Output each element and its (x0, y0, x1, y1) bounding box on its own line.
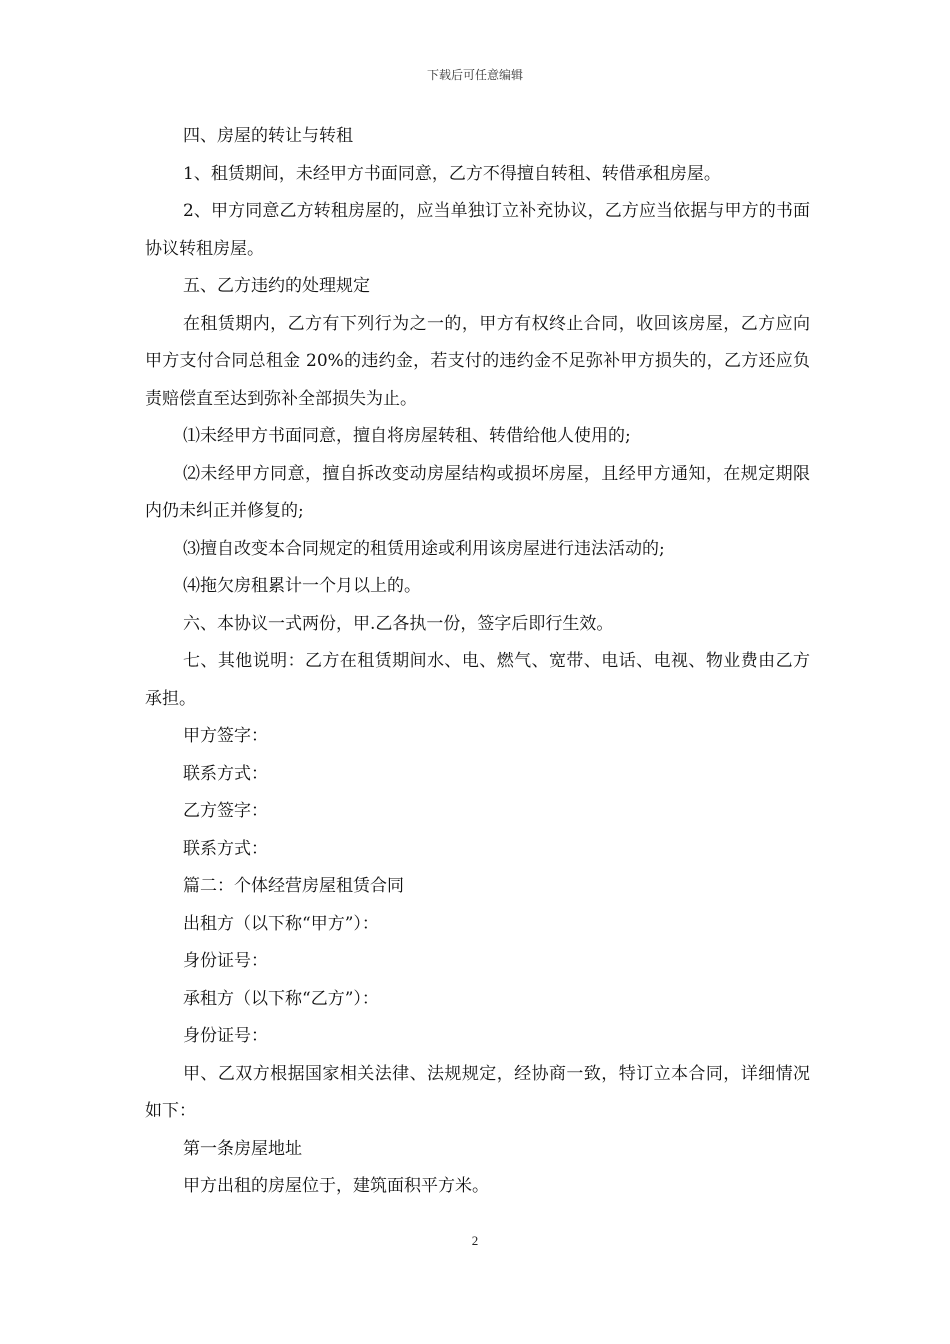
list-item: ⑷拖欠房租累计一个月以上的。 (183, 576, 421, 596)
document-title-part-two: 篇二：个体经营房屋租赁合同 (183, 876, 404, 896)
list-item: ⑶擅自改变本合同规定的租赁用途或利用该房屋进行违法活动的; (183, 538, 665, 559)
section-heading-copies: 六、本协议一式两份，甲.乙各执一份，签字后即行生效。 (183, 613, 614, 634)
lessor-line: 出租方（以下称“甲方”）： (183, 913, 379, 934)
document-body (145, 118, 810, 1206)
preamble-paragraph: 甲、乙双方根据国家相关法律、法规规定，经协商一致，特订立本合同，详细情况如下： (145, 1063, 810, 1121)
section-heading-breach: 五、乙方违约的处理规定 (183, 276, 370, 296)
contact-line-party-a: 联系方式： (183, 763, 268, 784)
address-paragraph: 甲方出租的房屋位于，建筑面积平方米。 (183, 1176, 489, 1196)
list-item: ⑴未经甲方书面同意，擅自将房屋转租、转借给他人使用的; (183, 426, 631, 446)
signature-line-party-a: 甲方签字： (183, 726, 268, 746)
clause-paragraph: 在租赁期内，乙方有下列行为之一的，甲方有权终止合同，收回该房屋，乙方应向甲方支付合同总租金 20%的违约金，若支付的违约金不足弥补甲方损失的，乙方还应负责赔偿直至达到弥补全部损失为止。 (145, 313, 810, 409)
lessor-id-line: 身份证号： (183, 951, 268, 971)
lessee-line: 承租方（以下称“乙方”）： (183, 988, 379, 1009)
clause-paragraph: 1、租赁期间，未经甲方书面同意，乙方不得擅自转租、转借承租房屋。 (183, 163, 721, 184)
list-item: ⑵未经甲方同意，擅自拆改变动房屋结构或损坏房屋，且经甲方通知，在规定期限内仍未纠正并修复的; (145, 463, 810, 521)
section-heading-transfer: 四、房屋的转让与转租 (183, 126, 353, 146)
section-heading-other: 七、其他说明：乙方在租赁期间水、电、燃气、宽带、电话、电视、物业费由乙方承担。 (145, 651, 810, 709)
article-heading-address: 第一条房屋地址 (183, 1138, 302, 1159)
page-header: 下载后可任意编辑 (426, 68, 523, 82)
page-number: 2 (471, 1233, 479, 1248)
clause-paragraph: 2、甲方同意乙方转租房屋的，应当单独订立补充协议，乙方应当依据与甲方的书面协议转租房屋。 (145, 201, 810, 259)
signature-line-party-b: 乙方签字： (183, 801, 268, 821)
lessee-id-line: 身份证号： (183, 1026, 268, 1046)
contact-line-party-b: 联系方式： (183, 838, 268, 859)
